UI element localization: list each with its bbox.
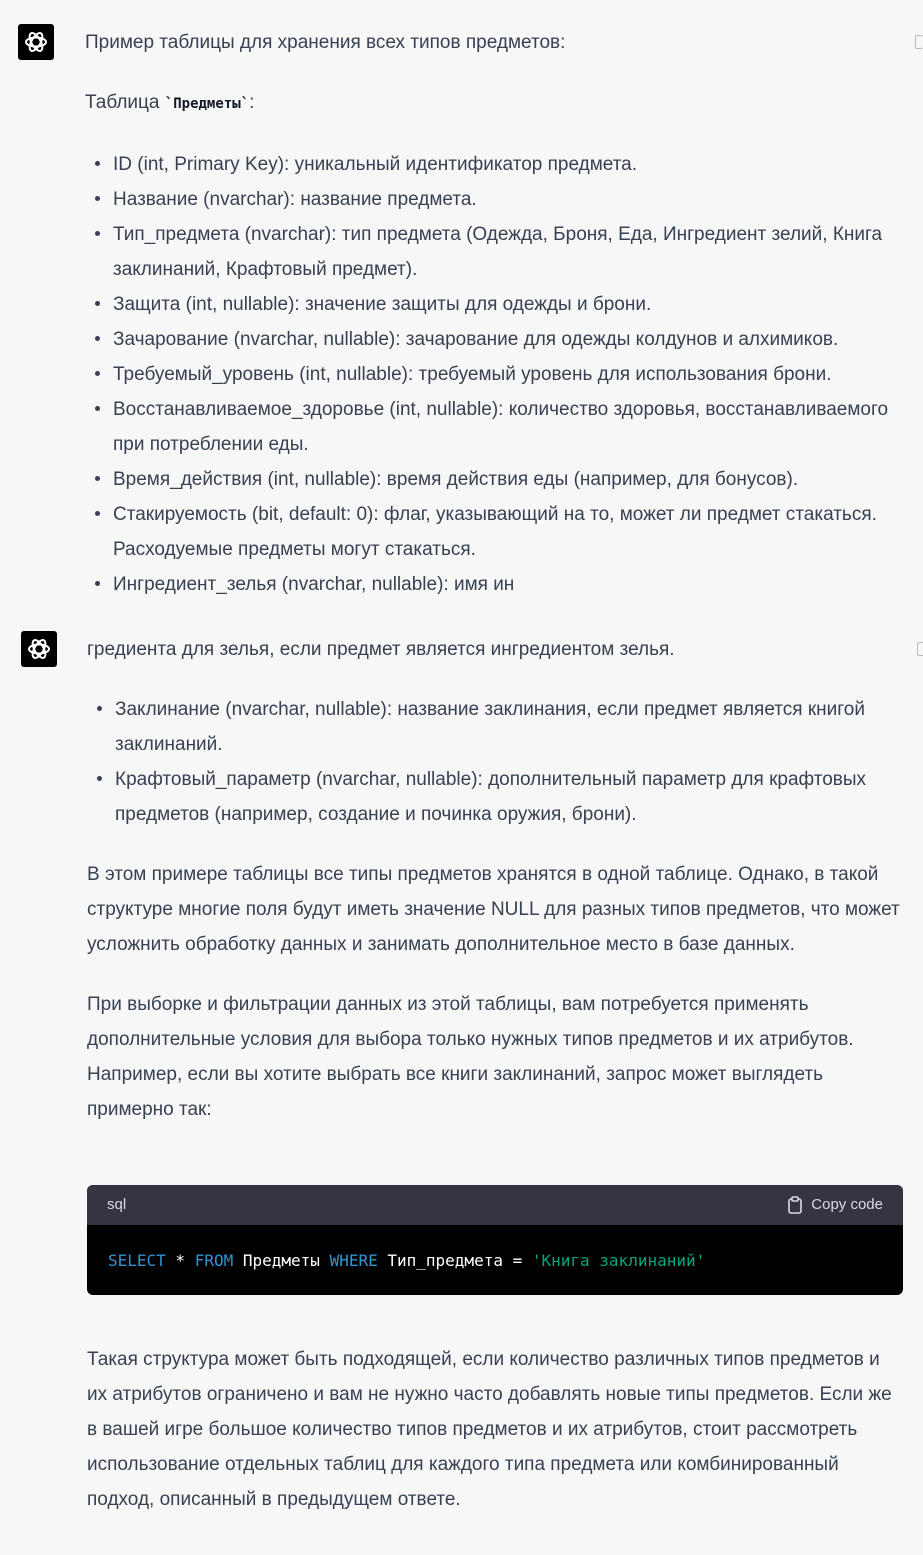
paragraph: При выборке и фильтрации данных из этой таблицы, вам потребуется применять дополнительные условия для выбора только нужных типов предметов и их атрибутов. Например, если вы хотите выбрать все книги заклинаний, запрос может выглядеть примерно так:	[87, 994, 854, 1120]
copy-code-button[interactable]	[787, 1185, 883, 1225]
clipboard-icon	[787, 1196, 803, 1214]
table-heading: Таблица `Предметы`:	[85, 92, 255, 113]
assistant-message-2-tail	[87, 1342, 903, 1517]
code-keyword: SELECT	[108, 1250, 166, 1270]
copy-code-label: Copy code	[811, 1196, 883, 1213]
list-item: Время_действия (int, nullable): время действия еды (например, для бонусов).	[87, 462, 903, 497]
assistant-avatar	[18, 24, 54, 60]
list-item: Требуемый_уровень (int, nullable): требуемый уровень для использования брони.	[87, 357, 903, 392]
list-item: Название (nvarchar): название предмета.	[87, 182, 903, 217]
code-content	[87, 1225, 903, 1295]
field-list	[89, 692, 903, 832]
paragraph: Такая структура может быть подходящей, если количество различных типов предметов и их атрибутов ограничено и вам не нужно часто добавлять новые типы предметов. Если же в вашей игре большое количество типов предметов и их атрибутов, стоит рассмотреть использование отдельных таблиц для каждого типа предмета или комбинированный подход, описанный в предыдущем ответе.	[87, 1349, 892, 1510]
message-intro: гредиента для зелья, если предмет является ингредиентом зелья.	[87, 639, 675, 660]
openai-logo-icon	[23, 29, 49, 55]
field-list	[87, 147, 903, 602]
list-item: Заклинание (nvarchar, nullable): название заклинания, если предмет является книгой заклинаний.	[89, 692, 903, 762]
message-intro: Пример таблицы для хранения всех типов предметов:	[85, 32, 566, 53]
assistant-message-2	[87, 632, 903, 1127]
code-token: *	[165, 1250, 195, 1270]
copy-icon[interactable]	[917, 642, 923, 656]
code-language-label: sql	[107, 1196, 127, 1213]
list-item: Защита (int, nullable): значение защиты для одежды и брони.	[87, 287, 903, 322]
code-token: Предметы	[233, 1250, 330, 1270]
table-name-code: `Предметы`	[164, 96, 250, 112]
list-item: Тип_предмета (nvarchar): тип предмета (Одежда, Броня, Еда, Ингредиент зелий, Книга заклинаний, Крафтовый предмет).	[87, 217, 903, 287]
list-item: ID (int, Primary Key): уникальный идентификатор предмета.	[87, 147, 903, 182]
openai-logo-icon	[26, 636, 52, 662]
list-item: Ингредиент_зелья (nvarchar, nullable): имя ин	[87, 567, 903, 602]
list-item: Восстанавливаемое_здоровье (int, nullable): количество здоровья, восстанавливаемого при потреблении еды.	[87, 392, 903, 462]
copy-icon[interactable]	[915, 35, 923, 49]
code-string: 'Книга заклинаний'	[531, 1250, 706, 1270]
code-token: Тип_предмета =	[377, 1250, 532, 1270]
assistant-avatar	[21, 631, 57, 667]
code-header	[87, 1185, 903, 1225]
code-block	[87, 1185, 903, 1295]
code-keyword: FROM	[194, 1250, 234, 1270]
code-keyword: WHERE	[329, 1250, 378, 1270]
assistant-message-1	[85, 25, 903, 602]
list-item: Зачарование (nvarchar, nullable): зачарование для одежды колдунов и алхимиков.	[87, 322, 903, 357]
list-item: Крафтовый_параметр (nvarchar, nullable): дополнительный параметр для крафтовых предметов (например, создание и починка оружия, брони).	[89, 762, 903, 832]
paragraph: В этом примере таблицы все типы предметов хранятся в одной таблице. Однако, в такой структуре многие поля будут иметь значение NULL для разных типов предметов, что может усложнить обработку данных и занимать дополнительное место в базе данных.	[87, 864, 900, 955]
list-item: Стакируемость (bit, default: 0): флаг, указывающий на то, может ли предмет стакаться. Расходуемые предметы могут стакаться.	[87, 497, 903, 567]
